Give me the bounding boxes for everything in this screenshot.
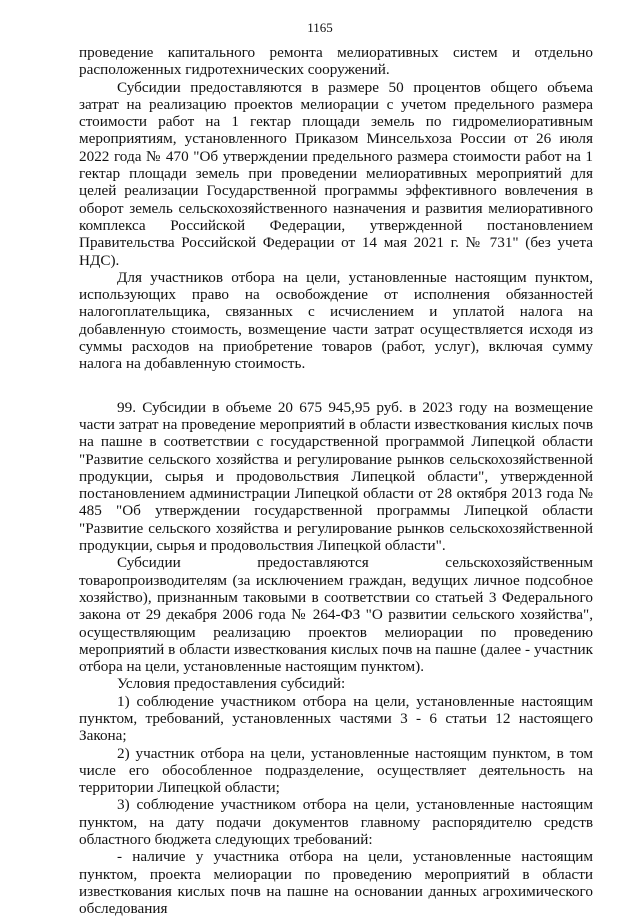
paragraph-conditions-heading: Условия предоставления субсидий: [117, 675, 346, 693]
section-gap [79, 373, 593, 399]
page-number: 1165 [307, 20, 333, 35]
paragraph-item-99: 99. Субсидии в объеме 20 675 945,95 руб. в 2023 году на возмещение части затрат на проведение мероприятий в области известкования кислых почв на пашне в соответствии с государственной программой Липецкой области "Развитие сельского хозяйства и регулирование рынков сельскохозяйственной продукции, сырья и продовольствия Липецкой области", утвержденной постановлением администрации Липецкой области от 28 октября 2013 года № 485 "Об утверждении государственной программы Липецкой области "Развитие сельского хозяйства и регулирование рынков сельскохозяйственной продукции, сырья и продовольствия Липецкой области". [79, 398, 593, 555]
paragraph-condition-3-item: - наличие у участника отбора на цели, установленные настоящим пунктом, проекта мелиорации по проведению мероприятий в области известкования кислых почв на пашне на основании данных агрохимического обследования [79, 848, 593, 918]
document-body [79, 44, 593, 918]
paragraph-continuation: проведение капитального ремонта мелиоративных систем и отдельно расположенных гидротехнических сооружений. [79, 44, 593, 79]
paragraph-condition-3: 3) соблюдение участником отбора на цели, установленные настоящим пунктом, на дату подачи документов главному распорядителю средств областного бюджета следующих требований: [79, 796, 593, 849]
paragraph-vat-exemption: Для участников отбора на цели, установленные настоящим пунктом, использующих право на освобождение от исполнения обязанностей налогоплательщика, связанных с исчислением и уплатой налога на добавленную стоимость, возмещение части затрат осуществляется исходя из суммы расходов на приобретение товаров (работ, услуг), включая сумму налога на добавленную стоимость. [79, 268, 593, 373]
paragraph-condition-2: 2) участник отбора на цели, установленные настоящим пунктом, в том числе его обособленное подразделение, осуществляет деятельность на территории Липецкой области; [79, 744, 593, 797]
paragraph-subsidy-size: Субсидии предоставляются в размере 50 процентов общего объема затрат на реализацию проектов мелиорации с учетом предельного размера стоимости работ на 1 гектар площади земель по гидромелиоративным мероприятиям, установленного Приказом Минсельхоза России от 26 июля 2022 года № 470 "Об утверждении предельного размера стоимости работ на 1 гектар площади земель при проведении мелиоративных мероприятий для целей реализации Государственной программы эффективного вовлечения в оборот земель сельскохозяйственного назначения и развития мелиоративного комплекса Российской Федерации, утвержденной постановлением Правительства Российской Федерации от 14 мая 2021 г. № 731" (без учета НДС). [79, 78, 593, 269]
paragraph-recipients: Субсидии предоставляются сельскохозяйственным товаропроизводителям (за исключением граждан, ведущих личное подсобное хозяйство), признанным таковыми в соответствии со статьей 3 Федерального закона от 29 декабря 2006 года № 264-ФЗ "О развитии сельского хозяйства", осуществляющим реализацию проектов мелиорации по проведению мероприятий в области известкования кислых почв на пашне (далее - участник отбора на цели, установленные настоящим пунктом). [79, 554, 593, 676]
paragraph-condition-1: 1) соблюдение участником отбора на цели, установленные настоящим пунктом, требований, установленных частями 3 - 6 статьи 12 настоящего Закона; [79, 692, 593, 745]
